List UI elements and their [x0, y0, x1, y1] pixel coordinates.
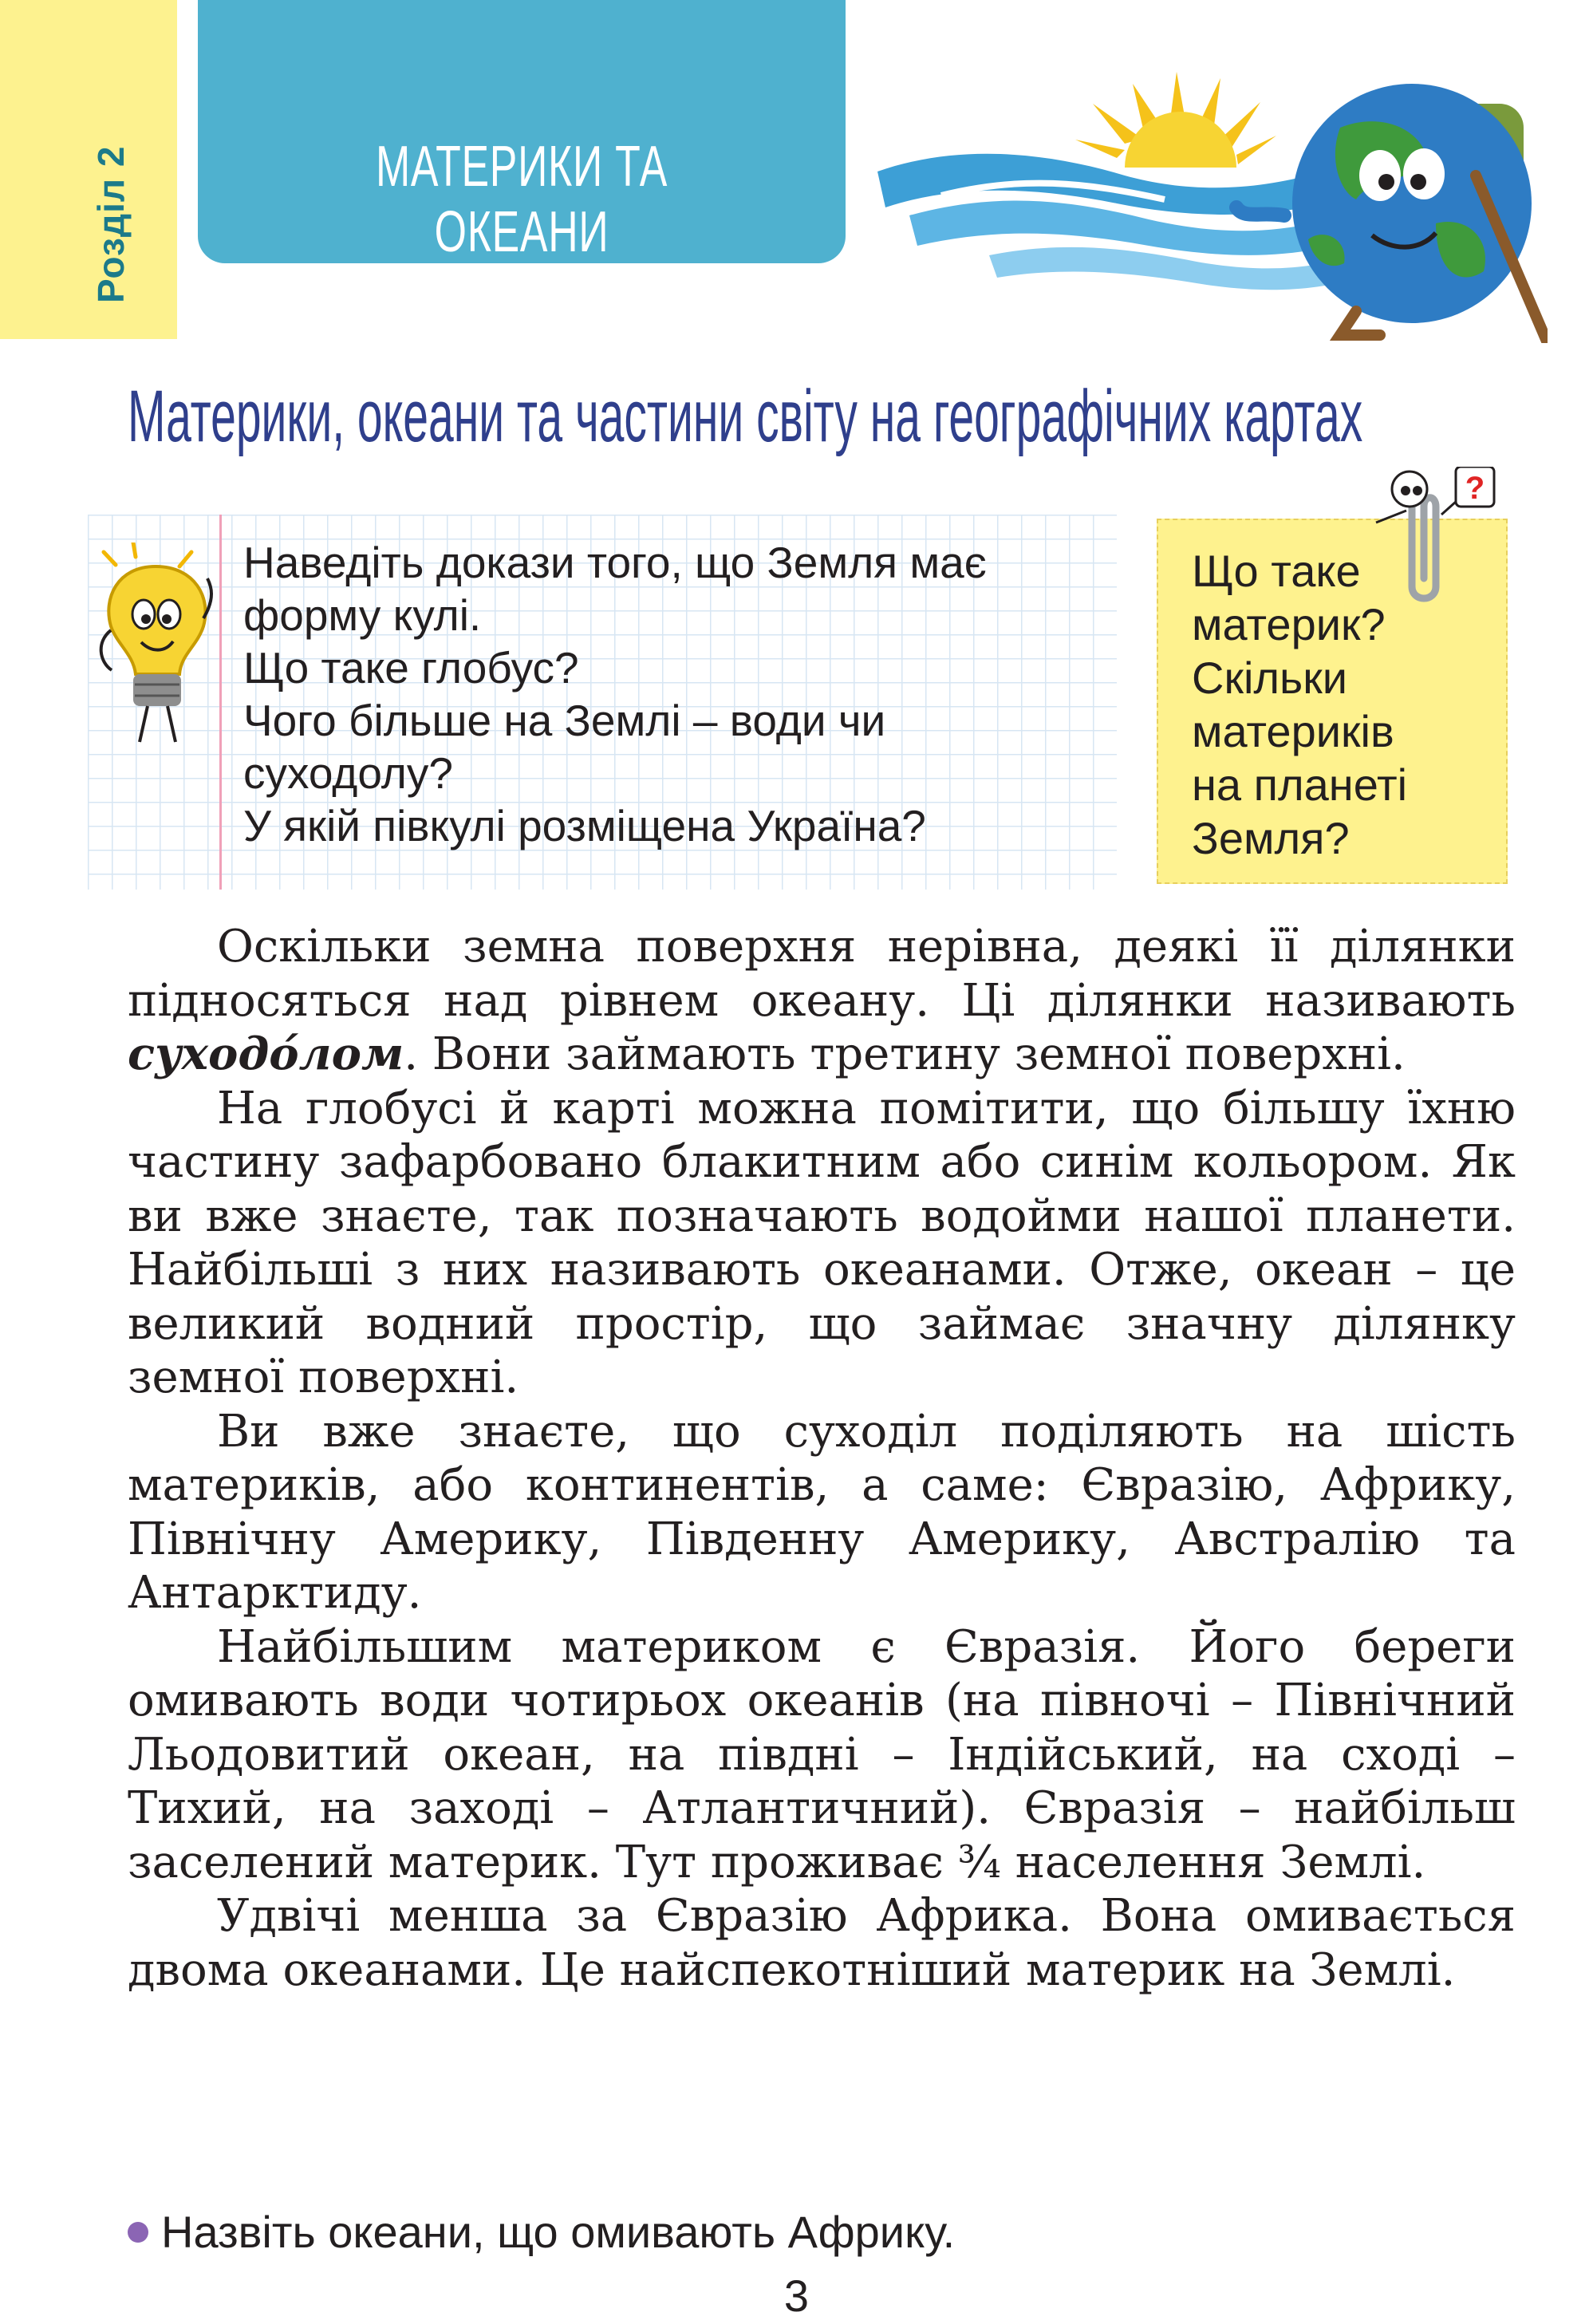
question-line: Чого більше на Землі – води чи	[243, 696, 886, 745]
sun-waves-icon	[877, 72, 1356, 290]
page-number: 3	[783, 2271, 810, 2321]
key-term: суходо́лом	[128, 1028, 404, 1080]
sticky-line: материк?	[1192, 599, 1386, 649]
question-mark-badge: ?	[1465, 471, 1485, 506]
lesson-title: Материки, океани та частини світу на географічних картах	[128, 376, 1363, 457]
question-line: форму кулі.	[243, 590, 482, 640]
section-label: Розділ 2	[90, 145, 132, 303]
paragraph-text: . Вони займають третину земної поверхні.	[404, 1028, 1406, 1080]
warmup-questions-box	[88, 515, 1117, 890]
paragraph: Ви вже знаєте, що суходіл поділяють на шість материків, або континентів, а саме: Євразію, Африку, Північну Америку, Південну Америку, Австралію та Антарктиду.	[128, 1405, 1516, 1619]
header-illustration	[862, 56, 1548, 343]
section-tab	[0, 0, 177, 339]
lightbulb-mascot-icon	[92, 543, 219, 750]
question-line: Що таке глобус?	[243, 643, 579, 692]
chapter-banner	[198, 0, 846, 263]
margin-line	[219, 515, 222, 890]
paragraph-text: Оскільки земна поверхня нерівна, деякі її ділянки підносяться над рівнем океану. Ці ділянки називають	[128, 921, 1516, 1027]
paperclip-mascot-icon	[1368, 467, 1500, 610]
paragraph: Найбільшим материком є Євразія. Його береги омивають води чотирьох океанів (на півночі – Північний Льодовитий океан, на півдні – Індійський, на сході – Тихий, на заході – Атлантичний). Євразія – найбільш заселений материк. Тут проживає ¾ населення Землі.	[128, 1620, 1516, 1888]
sticky-line: материків	[1192, 706, 1394, 756]
sticky-line: Земля?	[1192, 813, 1350, 863]
question-line: Наведіть докази того, що Земля має	[243, 538, 987, 587]
question-line: суходолу?	[243, 748, 453, 798]
question-line: У якій півкулі розміщена Україна?	[243, 801, 926, 850]
task-bullet	[128, 2206, 955, 2258]
sticky-line: на планеті	[1192, 760, 1408, 810]
bullet-icon	[128, 2222, 148, 2243]
globe-mascot-icon	[1236, 84, 1548, 343]
warmup-questions	[243, 536, 1105, 852]
lesson-body	[128, 920, 1516, 1997]
paragraph	[128, 920, 1516, 1082]
paragraph: Удвічі менша за Євразію Африка. Вона омивається двома океанами. Це найспекотніший материк на Землі.	[128, 1890, 1516, 1996]
paragraph: На глобусі й карті можна помітити, що більшу їхню частину зафарбовано блакитним або синім кольором. Як ви вже знаєте, так позначають водойми нашої планети. Найбільші з них називають океанами. Отже, океан – це великий водний простір, що займає значну ділянку земної поверхні.	[128, 1082, 1516, 1403]
task-text: Назвіть океани, що омивають Африку.	[161, 2207, 956, 2257]
chapter-title: МАТЕРИКИ ТА ОКЕАНИ	[375, 135, 668, 264]
sticky-line: Скільки	[1192, 653, 1348, 703]
sticky-line: Що таке	[1192, 546, 1361, 596]
